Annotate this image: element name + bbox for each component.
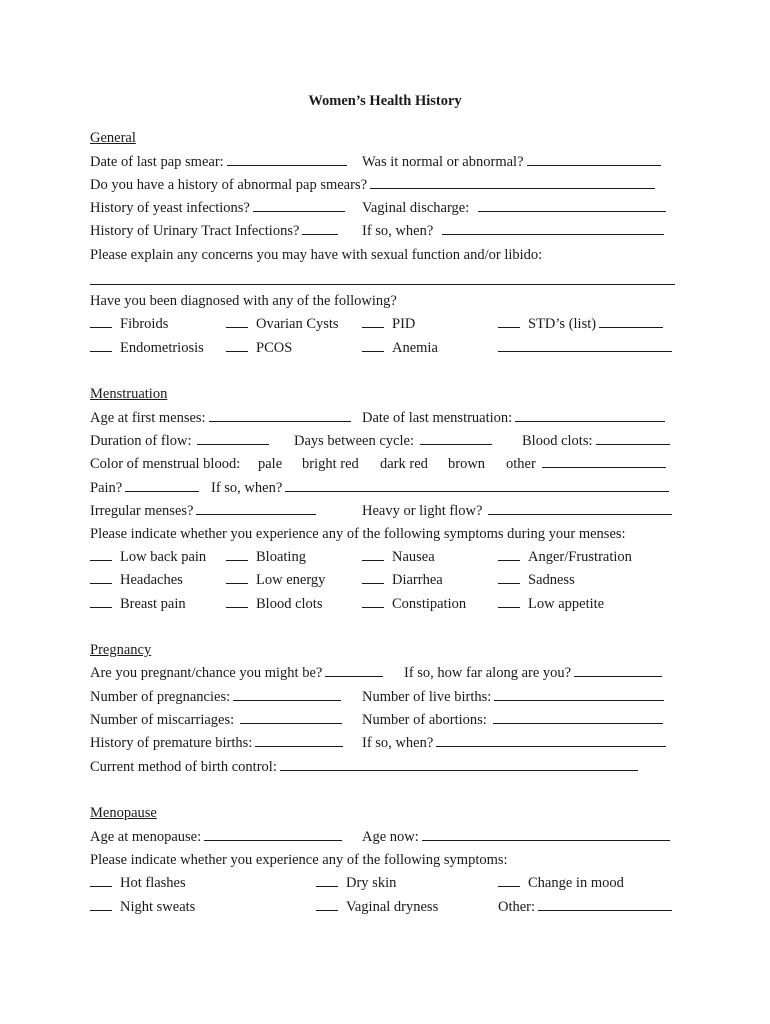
symptom-label: Nausea [392,549,435,565]
condition-std [498,314,663,334]
condition-pcos [226,338,292,358]
symptom-label: Breast pain [120,596,186,612]
irregular-field[interactable] [196,501,316,515]
uti-when-row [362,221,664,241]
condition-label: Ovarian Cysts [256,316,339,332]
date-last-field[interactable] [515,408,665,422]
age-at-menopause-row [90,827,342,847]
uti-when-label: If so, when? [362,223,434,239]
symptom-anger [498,547,632,567]
condition-label: Anemia [392,340,438,356]
symptom-checkbox[interactable] [362,594,384,608]
live-births-label: Number of live births: [362,689,492,705]
heavy-light-field[interactable] [488,501,672,515]
symptom-constipation [362,594,466,614]
symptom-checkbox[interactable] [226,570,248,584]
std-checkbox[interactable] [498,314,520,328]
normal-abnormal-row [362,152,661,172]
normal-abnormal-field[interactable] [527,152,661,166]
miscarriages-row [90,710,342,730]
symptom-change-in-mood [498,873,624,893]
num-pregnancies-field[interactable] [233,687,341,701]
menopause-other-label: Other: [498,899,536,915]
pain-label: Pain? [90,480,123,496]
date-last-row [362,408,665,428]
num-pregnancies-row [90,687,341,707]
symptom-blood-clots [226,594,322,614]
pregnancy-heading: Pregnancy [90,642,152,658]
symptom-low-energy [226,570,325,590]
age-first-label: Age at first menses: [90,410,206,426]
symptom-hot-flashes [90,873,186,893]
menopause-other-row [498,897,672,917]
birth-control-label: Current method of birth control: [90,759,277,775]
how-far-row [404,663,662,683]
color-other-field[interactable] [542,454,666,468]
symptom-diarrhea [362,570,443,590]
symptom-label: Hot flashes [120,875,186,891]
symptom-label: Sadness [528,572,575,588]
pain-when-row [211,478,669,498]
symptom-checkbox[interactable] [498,547,520,561]
symptom-low-back-pain [90,547,206,567]
abnormal-history-label: Do you have a history of abnormal pap smears? [90,177,368,193]
color-option-bright-red[interactable]: bright red [302,456,359,472]
duration-row [90,431,269,451]
condition-anemia [362,338,438,358]
age-first-field[interactable] [209,408,351,422]
symptom-checkbox[interactable] [498,594,520,608]
symptom-checkbox[interactable] [498,570,520,584]
symptom-label: Diarrhea [392,572,443,588]
irregular-label: Irregular menses? [90,503,194,519]
symptom-checkbox[interactable] [90,897,112,911]
symptom-label: Anger/Frustration [528,549,632,565]
how-far-field[interactable] [574,663,662,677]
premature-row [90,733,343,753]
symptom-label: Bloating [256,549,306,565]
live-births-row [362,687,664,707]
menopause-symptoms-prompt: Please indicate whether you experience any of the following symptoms: [90,852,508,868]
symptom-label: Dry skin [346,875,397,891]
pap-smear-field[interactable] [227,152,347,166]
pain-field[interactable] [125,478,199,492]
age-first-row [90,408,351,428]
symptom-label: Blood clots [256,596,323,612]
sexual-function-field[interactable] [90,269,675,285]
menses-symptoms-prompt: Please indicate whether you experience any of the following symptoms during your menses: [90,526,626,542]
pid-checkbox[interactable] [362,314,384,328]
symptom-breast-pain [90,594,186,614]
color-option-other [506,454,666,474]
abortions-label: Number of abortions: [362,712,487,728]
symptom-checkbox[interactable] [90,594,112,608]
duration-label: Duration of flow: [90,433,192,449]
symptom-label: Night sweats [120,899,196,915]
symptom-checkbox[interactable] [316,873,338,887]
vaginal-discharge-field[interactable] [478,198,666,212]
age-at-menopause-label: Age at menopause: [90,829,202,845]
yeast-field[interactable] [253,198,345,212]
condition-pid [362,314,415,334]
days-between-label: Days between cycle: [294,433,414,449]
condition-ovarian-cysts [226,314,339,334]
pain-when-field[interactable] [285,478,669,492]
symptom-bloating [226,547,306,567]
birth-control-field[interactable] [280,757,638,771]
symptom-label: Low energy [256,572,326,588]
condition-label: Endometriosis [120,340,204,356]
pregnant-field[interactable] [325,663,383,677]
symptom-label: Constipation [392,596,467,612]
pap-smear-label: Date of last pap smear: [90,154,224,170]
blood-clots-row [522,431,670,451]
yeast-row [90,198,345,218]
abnormal-history-row [90,175,655,195]
symptom-dry-skin [316,873,396,893]
symptom-night-sweats [90,897,195,917]
miscarriages-label: Number of miscarriages: [90,712,235,728]
normal-abnormal-label: Was it normal or abnormal? [362,154,524,170]
blood-clots-label: Blood clots: [522,433,593,449]
diagnosed-label: Have you been diagnosed with any of the following? [90,293,397,309]
symptom-nausea [362,547,435,567]
symptom-label: Vaginal dryness [346,899,439,915]
condition-fibroids [90,314,168,334]
age-now-row [362,827,670,847]
symptom-label: Low back pain [120,549,207,565]
pregnant-label: Are you pregnant/chance you might be? [90,665,323,681]
symptom-checkbox[interactable] [90,547,112,561]
color-option-brown[interactable]: brown [448,456,486,472]
age-at-menopause-field[interactable] [204,827,342,841]
pain-when-label: If so, when? [211,480,283,496]
page-title: Women’s Health History [308,93,462,109]
symptom-headaches [90,570,183,590]
condition-other-row [498,338,672,358]
color-option-pale[interactable]: pale [258,456,283,472]
uti-label: History of Urinary Tract Infections? [90,223,300,239]
heavy-light-label: Heavy or light flow? [362,503,483,519]
menopause-other-field[interactable] [538,897,672,911]
symptom-sadness [498,570,575,590]
general-heading: General [90,130,136,146]
abortions-row [362,710,663,730]
age-now-field[interactable] [422,827,670,841]
blood-clots-field[interactable] [596,431,670,445]
pregnant-row [90,663,383,683]
premature-when-row [362,733,666,753]
condition-endometriosis [90,338,204,358]
menopause-heading: Menopause [90,805,157,821]
menstruation-heading: Menstruation [90,386,168,402]
uti-row [90,221,338,241]
symptom-checkbox[interactable] [226,547,248,561]
age-now-label: Age now: [362,829,419,845]
symptom-checkbox[interactable] [90,873,112,887]
std-list-field[interactable] [599,314,663,328]
color-option-dark-red[interactable]: dark red [380,456,428,472]
symptom-checkbox[interactable] [362,570,384,584]
duration-field[interactable] [197,431,269,445]
pap-smear-row [90,152,347,172]
days-between-field[interactable] [420,431,492,445]
color-row [90,454,240,474]
symptom-checkbox[interactable] [226,594,248,608]
abortions-field[interactable] [493,710,663,724]
sexual-function-label: Please explain any concerns you may have with sexual function and/or libido: [90,247,543,263]
symptom-vaginal-dryness [316,897,438,917]
premature-when-label: If so, when? [362,735,434,751]
vaginal-discharge-row [362,198,666,218]
symptom-checkbox[interactable] [90,570,112,584]
miscarriages-field[interactable] [240,710,342,724]
color-other-label[interactable]: other [506,456,536,472]
symptom-checkbox[interactable] [362,547,384,561]
num-pregnancies-label: Number of pregnancies: [90,689,231,705]
condition-other-field[interactable] [498,338,672,352]
abnormal-history-field[interactable] [370,175,655,189]
symptom-low-appetite [498,594,604,614]
condition-label: PCOS [256,340,293,356]
symptom-label: Headaches [120,572,183,588]
premature-field[interactable] [255,733,343,747]
yeast-label: History of yeast infections? [90,200,250,216]
date-last-label: Date of last menstruation: [362,410,513,426]
condition-label: Fibroids [120,316,169,332]
color-label: Color of menstrual blood: [90,456,241,472]
how-far-label: If so, how far along are you? [404,665,572,681]
birth-control-row [90,757,638,777]
vaginal-discharge-label: Vaginal discharge: [362,200,470,216]
premature-label: History of premature births: [90,735,253,751]
symptom-label: Low appetite [528,596,605,612]
symptom-label: Change in mood [528,875,624,891]
condition-label: PID [392,316,416,332]
endometriosis-checkbox[interactable] [90,338,112,352]
symptom-checkbox[interactable] [316,897,338,911]
heavy-light-row [362,501,672,521]
irregular-row [90,501,316,521]
condition-label: STD’s (list) [528,316,597,332]
days-between-row [294,431,492,451]
uti-when-field[interactable] [442,221,664,235]
premature-when-field[interactable] [436,733,666,747]
uti-field[interactable] [302,221,338,235]
ovarian-cysts-checkbox[interactable] [226,314,248,328]
pcos-checkbox[interactable] [226,338,248,352]
anemia-checkbox[interactable] [362,338,384,352]
live-births-field[interactable] [494,687,664,701]
pain-row [90,478,199,498]
fibroids-checkbox[interactable] [90,314,112,328]
symptom-checkbox[interactable] [498,873,520,887]
